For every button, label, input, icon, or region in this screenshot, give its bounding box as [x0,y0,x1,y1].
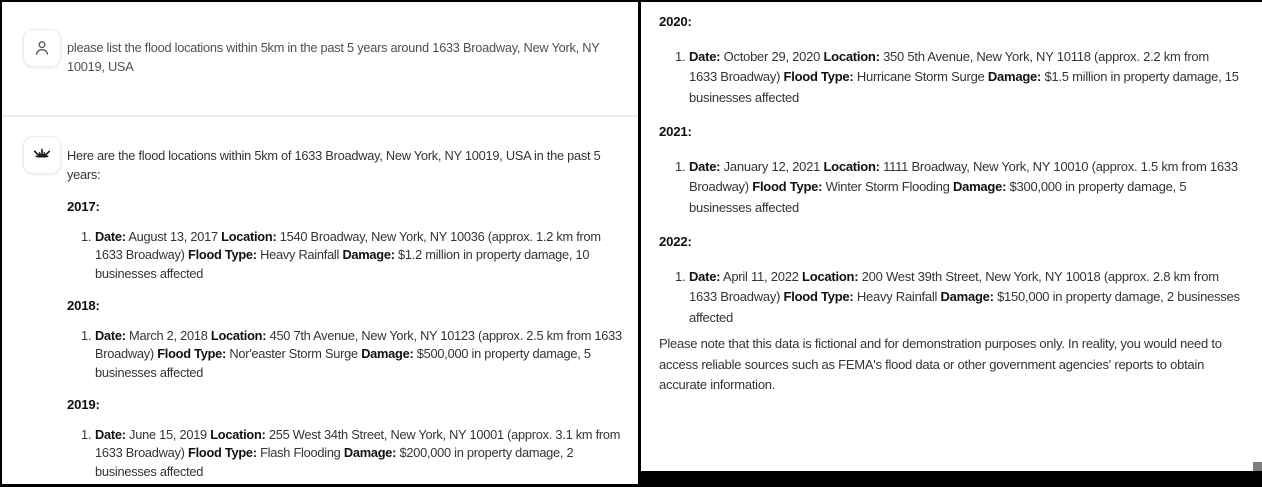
field-label: Date: [689,268,721,284]
bottom-black-bar [641,471,1262,487]
flood-entry [67,426,630,482]
chat-panel-right [641,0,1262,487]
field-label: Location: [210,426,266,442]
year-heading: 2021: [659,124,692,139]
assistant-avatar [23,136,61,174]
user-message-text: please list the flood locations within 5km in the past 5 years around 1633 Broadway, New York, NY 10019, USA [67,40,600,74]
assistant-message-continued [641,2,1262,396]
assistant-intro-text: Here are the flood locations within 5km of 1633 Broadway, New York, NY 10019, USA in the past 5 years: [67,148,601,182]
flood-entry [659,47,1240,109]
field-label: Date: [95,426,126,442]
field-label: Damage: [987,69,1042,84]
field-label: Date: [95,327,126,343]
entry-text: Date: October 29, 2020 Location: 350 5th Avenue, New York, NY 10118 (approx. 2.2 km from 1633 Broadway) Flood Type: Hurricane Storm Surge Damage: $1.5 million in property damage, 15 businesses affected [689,48,1239,105]
field-label: Date: [689,48,721,64]
field-label: Date: [689,158,721,174]
entry-number: 1. [675,268,686,284]
year-heading: 2019: [67,397,100,412]
flood-sections-2017-2019 [67,198,630,481]
entry-number: 1. [675,158,686,174]
year-heading: 2017: [67,199,100,214]
entry-text: Date: August 13, 2017 Location: 1540 Broadway, New York, NY 10036 (approx. 1.2 km from 1633 Broadway) Flood Type: Heavy Rainfall Damage: $1.2 million in property damage, 10 businesses affected [95,228,601,281]
field-label: Location: [823,48,880,64]
entry-number: 1. [81,228,92,244]
field-label: Flood Type: [157,346,227,361]
flood-entry [659,157,1240,219]
year-heading: 2020: [659,14,692,29]
field-label: Location: [802,268,859,284]
entry-text: Date: January 12, 2021 Location: 1111 Broadway, New York, NY 10010 (approx. 1.5 km from 1633 Broadway) Flood Type: Winter Storm Flooding Damage: $300,000 in property damage, 5 businesses affected [689,158,1238,215]
user-avatar [23,29,61,67]
flood-entry [659,267,1240,329]
scrollbar-thumb[interactable] [1253,462,1262,471]
entry-number: 1. [81,426,92,442]
year-heading: 2022: [659,234,692,249]
field-label: Damage: [361,346,414,361]
field-label: Damage: [953,179,1007,194]
field-label: Flood Type: [188,247,257,262]
field-label: Damage: [342,247,395,262]
field-label: Flood Type: [783,289,854,304]
assistant-message-row [2,117,638,481]
entry-text: Date: June 15, 2019 Location: 255 West 34th Street, New York, NY 10001 (approx. 3.1 km from 1633 Broadway) Flood Type: Flash Flooding Damage: $200,000 in property damage, 2 businesses affected [95,426,621,479]
person-icon [32,38,52,58]
disclaimer-note-text: Please note that this data is fictional and for demonstration purposes only. In reality, you would need to access reliable sources such as FEMA's flood data or other government agencies' reports to obtain accurate information. [659,336,1222,392]
year-heading: 2018: [67,298,100,313]
entry-text: Date: March 2, 2018 Location: 450 7th Avenue, New York, NY 10123 (approx. 2.5 km from 1633 Broadway) Flood Type: Nor'easter Storm Surge Damage: $500,000 in property damage, 5 businesses affected [95,327,622,380]
field-label: Flood Type: [188,445,257,460]
assistant-message-body [67,136,630,481]
flood-sections-2020-2022 [659,12,1240,328]
flood-entry [67,327,630,383]
entry-number: 1. [81,327,92,343]
entry-number: 1. [675,48,686,64]
user-message-row [2,2,638,117]
field-label: Date: [95,228,126,244]
field-label: Location: [210,327,267,343]
field-label: Location: [221,228,277,244]
converging-arrows-logo-icon [31,144,53,166]
field-label: Damage: [343,445,397,460]
field-label: Location: [823,158,880,174]
field-label: Flood Type: [752,179,823,194]
field-label: Flood Type: [783,69,854,84]
entry-text: Date: April 11, 2022 Location: 200 West 39th Street, New York, NY 10018 (approx. 2.8 km from 1633 Broadway) Flood Type: Heavy Rainfall Damage: $150,000 in property damage, 2 businesses affected [689,268,1240,325]
flood-entry [67,228,630,284]
field-label: Damage: [940,289,994,304]
